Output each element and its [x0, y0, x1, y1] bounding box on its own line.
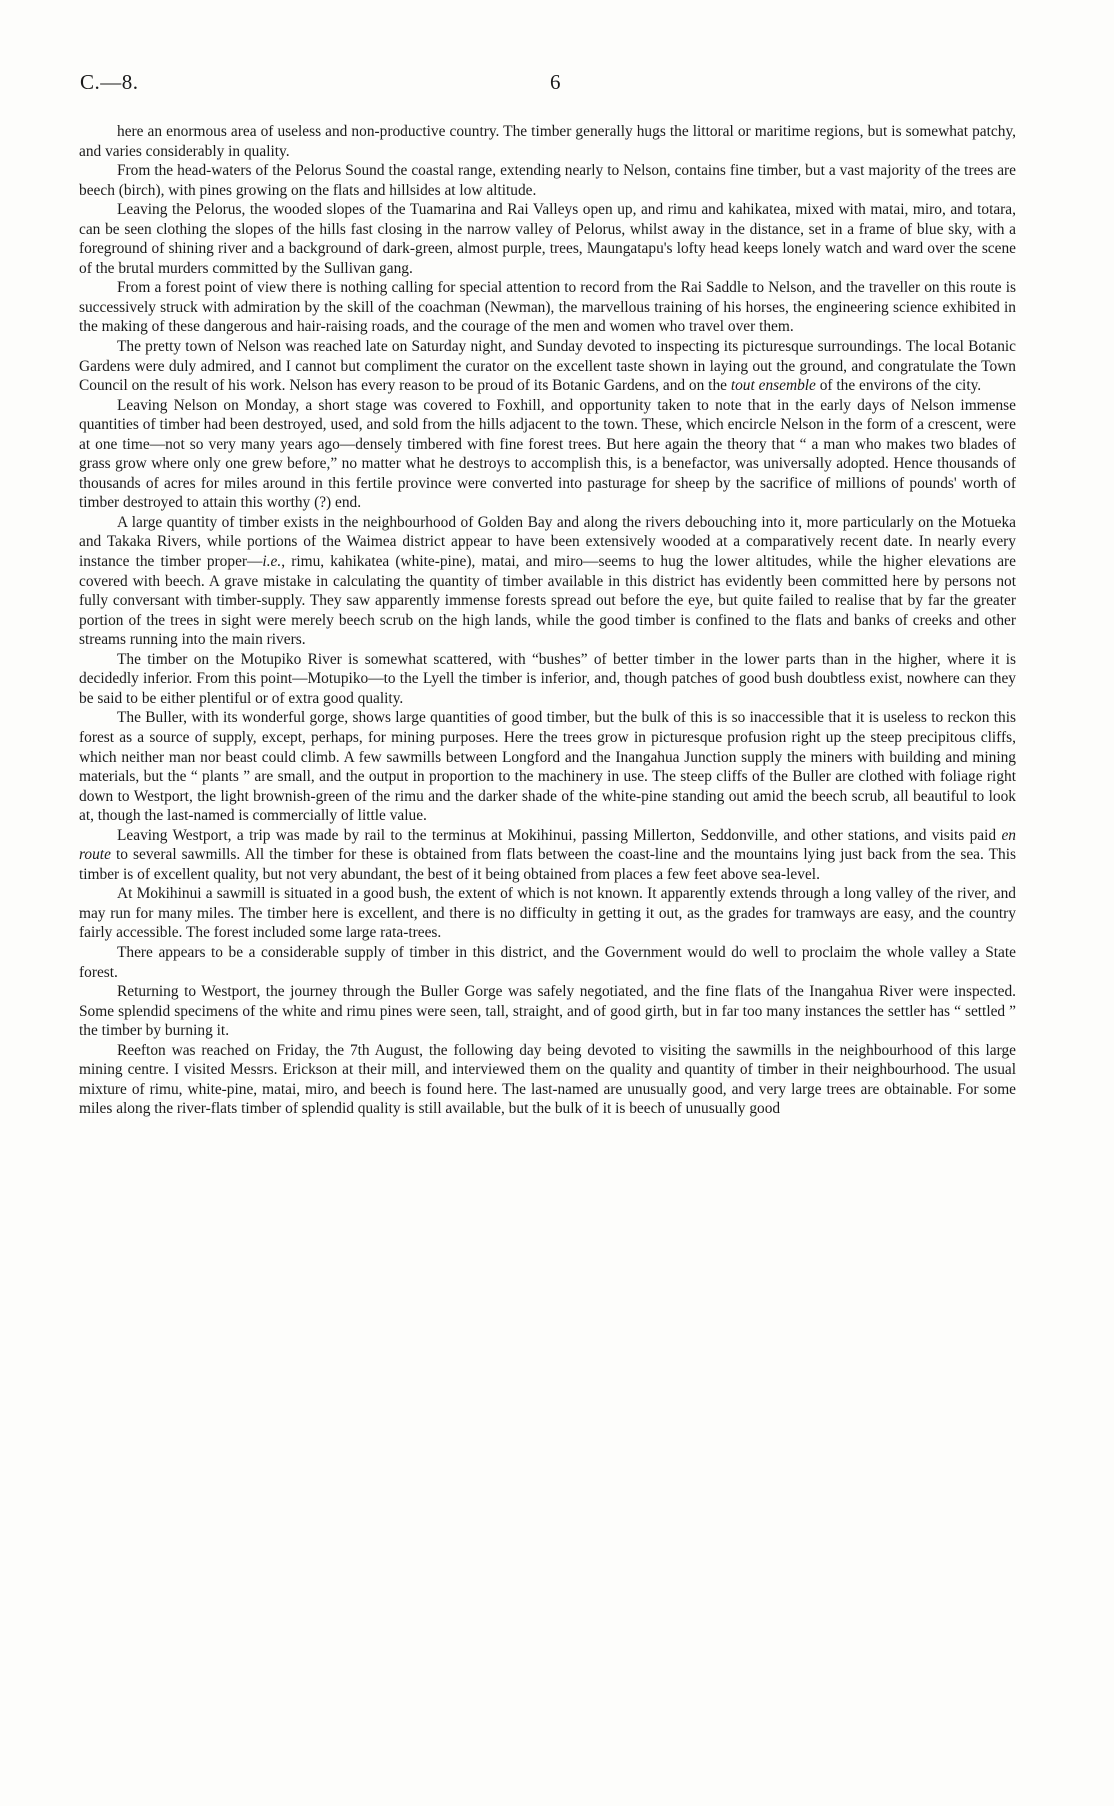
paragraph-7-emphasis: i.e. — [262, 553, 282, 571]
page-number: 6 — [550, 70, 561, 94]
document-code: C.—8. — [80, 70, 139, 94]
paragraph-10-emphasis: en route — [79, 826, 1016, 864]
paragraph-10 — [79, 826, 1016, 885]
page-header — [80, 70, 1016, 100]
paragraph-11: At Mokihinui a sawmill is situated in a good bush, the extent of which is not known. It apparently extends through a long valley of the river, and may run for many miles. The timber here is excellent, and there is no difficulty in getting it out, as the grades for tramways are easy, and the country fairly accessible. The forest included some large rata-trees. — [79, 885, 1016, 942]
paragraph-14: Reefton was reached on Friday, the 7th August, the following day being devoted to visiting the sawmills in the neighbourhood of this large mining centre. I visited Messrs. Erickson at their mill, and interviewed them on the quality and quantity of timber in their neighbourhood. The usual mixture of rimu, white-pine, matai, miro, and beech is found here. The last-named are unusually good, and very large trees are obtainable. For some miles along the river-flats timber of splendid quality is still available, but the bulk of it is beech of unusually good — [79, 1041, 1016, 1118]
paragraph-5-emphasis: tout ensemble — [730, 377, 816, 395]
paragraph-3: Leaving the Pelorus, the wooded slopes of the Tuamarina and Rai Valleys open up, and rimu and kahikatea, mixed with matai, miro, and totara, can be seen clothing the slopes of the hills fast closing in the narrow valley of Pelorus, whilst away in the distance, set in a frame of blue sky, with a foreground of shining river and a background of dark-green, almost purple, trees, Maungatapu's lofty head keeps lonely watch and ward over the scene of the brutal murders committed by the Sullivan gang. — [79, 201, 1016, 277]
paragraph-7-text-b: , rimu, kahikatea (white-pine), matai, and miro—seems to hug the lower altitudes, while the higher elevations are covered with beech. A grave mistake in calculating the quantity of timber available in this district has evidently been committed here by persons not fully conversant with timber-supply. They saw apparently immense forests spread out before the eye, but quite failed to realise that by far the greater portion of the trees in sight were merely beech scrub on the high lands, while the good timber is confined to the flats and banks of creeks and other streams running into the main rivers. — [79, 553, 1016, 649]
paragraph-5 — [79, 337, 1016, 396]
paragraph-10-text-a: Leaving Westport, a trip was made by rail to the terminus at Mokihinui, passing Millerton, Seddonville, and other stations, and visits paid — [117, 826, 1002, 844]
paragraph-9: The Buller, with its wonderful gorge, shows large quantities of good timber, but the bulk of this is so inaccessible that it is useless to reckon this forest as a source of supply, except, perhaps, for mining purposes. Here the trees grow in picturesque profusion right up the steep precipitous cliffs, which neither man nor beast could climb. A few sawmills between Longford and the Inangahua Junction supply the miners with building and mining materials, but the “ plants ” are small, and the output in proportion to the machinery in use. The steep cliffs of the Buller are clothed with foliage right down to Westport, the light brownish-green of the rimu and the darker shade of the white-pine standing out amid the beech scrub, all beautiful to look at, though the last-named is commercially of little value. — [79, 709, 1016, 825]
paragraph-5-text-b: of the environs of the city. — [815, 377, 982, 395]
paragraph-5-text-a: The pretty town of Nelson was reached late on Saturday night, and Sunday devoted to inspecting its picturesque surroundings. The local Botanic Gardens were duly admired, and I cannot but compliment the curator on the excellent taste shown in laying out the ground, and congratulate the Town Council on the result of his work. Nelson has every reason to be proud of its Botanic Gardens, and on the — [79, 338, 1016, 395]
paragraph-10-text-b: to several sawmills. All the timber for these is obtained from flats between the coast-line and the mountains lying just back from the sea. This timber is of excellent quality, but not very abundant, the best of it being obtained from places a few feet above sea-level. — [79, 846, 1016, 883]
paragraph-2: From the head-waters of the Pelorus Sound the coastal range, extending nearly to Nelson, contains fine timber, but a vast majority of the trees are beech (birch), with pines growing on the flats and hillsides at low altitude. — [79, 162, 1016, 199]
body-text — [79, 122, 1016, 1119]
paragraph-13: Returning to Westport, the journey through the Buller Gorge was safely negotiated, and the fine flats of the Inangahua River were inspected. Some splendid specimens of the white and rimu pines were seen, tall, straight, and of good girth, but in far too many instances the settler has “ settled ” the timber by burning it. — [79, 983, 1016, 1040]
paragraph-1: here an enormous area of useless and non-productive country. The timber generally hugs the littoral or maritime regions, but is somewhat patchy, and varies considerably in quality. — [79, 123, 1016, 160]
paragraph-8: The timber on the Motupiko River is somewhat scattered, with “bushes” of better timber in the lower parts than in the higher, where it is decidedly inferior. From this point—Motupiko—to the Lyell the timber is inferior, and, though patches of good bush doubtless exist, nowhere can they be said to be either plentiful or of extra good quality. — [79, 650, 1016, 707]
paragraph-7-text-a: A large quantity of timber exists in the neighbourhood of Golden Bay and along the rivers debouching into it, more particularly on the Motueka and Takaka Rivers, while portions of the Waimea district appear to have been extensively wooded at a comparatively recent date. In nearly every instance the timber proper— — [79, 513, 1016, 571]
paragraph-12: There appears to be a considerable supply of timber in this district, and the Government would do well to proclaim the whole valley a State forest. — [79, 943, 1016, 981]
paragraph-7 — [79, 513, 1016, 650]
paragraph-4: From a forest point of view there is nothing calling for special attention to record from the Rai Saddle to Nelson, and the traveller on this route is successively struck with admiration by the skill of the coachman (Newman), the marvellous training of his horses, the engineering science exhibited in the making of these dangerous and hair-raising roads, and the courage of the men and women who travel over them. — [79, 279, 1016, 336]
paragraph-6: Leaving Nelson on Monday, a short stage was covered to Foxhill, and opportunity taken to note that in the early days of Nelson immense quantities of timber had been destroyed, used, and sold from the hills adjacent to the town. These, which encircle Nelson in the form of a crescent, were at one time—not so very many years ago—densely timbered with fine forest trees. But here again the theory that “ a man who makes two blades of grass grow where only one grew before,” no matter what he destroys to accomplish this, is a benefactor, was universally adopted. Hence thousands of thousands of acres for miles around in this fertile province were converted into pasturage for sheep by the sacrifice of millions of pounds' worth of timber destroyed to attain this worthy (?) end. — [79, 396, 1016, 512]
